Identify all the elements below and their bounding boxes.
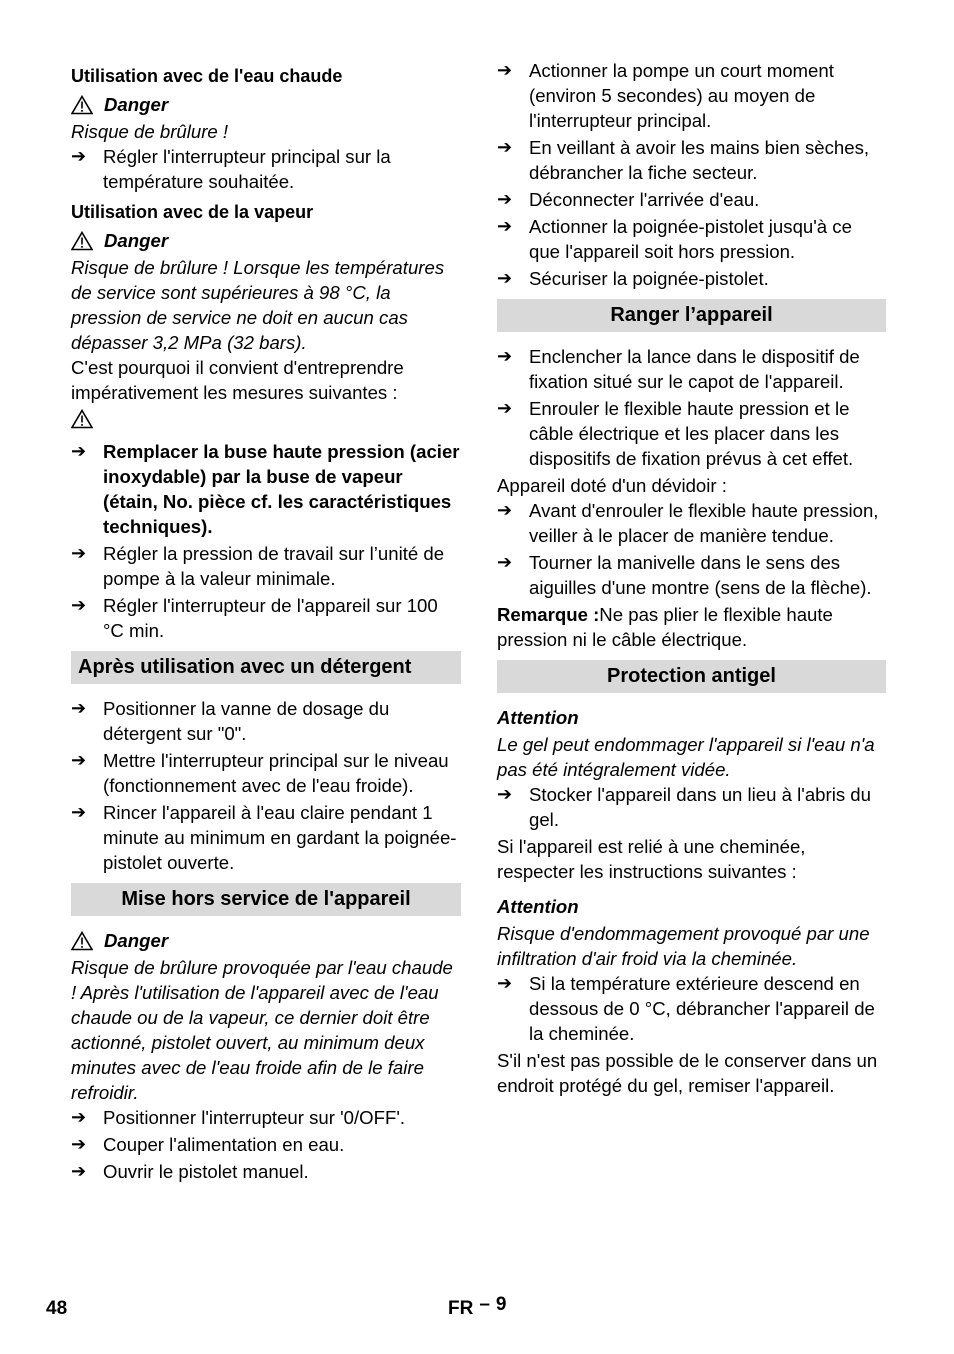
arrow-icon: ➔ bbox=[497, 137, 513, 157]
arrow-icon: ➔ bbox=[497, 268, 513, 288]
language-code: FR bbox=[448, 1298, 474, 1319]
risk-text: Risque de brûlure provoquée par l'eau chaude ! Après l'utilisation de l'appareil avec de l'eau chaude ou de la vapeur, ce dernier doit être actionné, pistolet ouvert, au minimum deux minutes avec de l'eau froide afin de le faire refroidir. bbox=[71, 957, 453, 1103]
warning-triangle-icon bbox=[71, 409, 93, 429]
note-paragraph bbox=[497, 602, 886, 652]
danger-text: Danger bbox=[104, 94, 169, 115]
list-item: ➔ Positionner la vanne de dosage du détergent sur "0". bbox=[71, 698, 390, 744]
list-item: ➔ Déconnecter l'arrivée d'eau. bbox=[497, 189, 760, 210]
list-item: ➔ Régler la pression de travail sur l’unité de pompe à la valeur minimale. bbox=[71, 543, 445, 589]
list-item: ➔ Couper l'alimentation en eau. bbox=[71, 1134, 345, 1155]
section-page-number: 9 bbox=[495, 1294, 507, 1315]
arrow-icon: ➔ bbox=[497, 60, 513, 80]
page-footer-section bbox=[448, 1296, 506, 1321]
arrow-icon: ➔ bbox=[497, 973, 513, 993]
paragraph: C'est pourquoi il convient d'entreprendre impérativement les mesures suivantes : bbox=[71, 357, 404, 403]
list-item: ➔ Sécuriser la poignée-pistolet. bbox=[497, 268, 769, 289]
attention-text: Le gel peut endommager l'appareil si l'eau n'a pas été intégralement vidée. bbox=[497, 734, 875, 780]
list-item: ➔ Stocker l'appareil dans un lieu à l'abris du gel. bbox=[497, 784, 871, 830]
paragraph: S'il n'est pas possible de le conserver dans un endroit protégé du gel, remiser l'appareil. bbox=[497, 1050, 878, 1096]
arrow-icon: ➔ bbox=[71, 1134, 87, 1154]
paragraph: Si l'appareil est relié à une cheminée, respecter les instructions suivantes : bbox=[497, 836, 806, 882]
note-label: Remarque : bbox=[497, 604, 600, 625]
danger-label bbox=[71, 228, 461, 253]
section-heading-steam: Utilisation avec de la vapeur bbox=[71, 202, 314, 222]
list-item: ➔ Régler l'interrupteur de l'appareil sur 100 °C min. bbox=[71, 595, 438, 641]
page-number: 48 bbox=[46, 1298, 68, 1319]
section-band-shutdown: Mise hors service de l'appareil bbox=[71, 883, 461, 916]
list-item: ➔ Remplacer la buse haute pression (acier inoxydable) par la buse de vapeur (étain, No. pièce cf. les caractéristiques techniques). bbox=[71, 441, 460, 537]
list-item: ➔ Positionner l'interrupteur sur '0/OFF'. bbox=[71, 1107, 406, 1128]
arrow-icon: ➔ bbox=[71, 441, 87, 461]
arrow-icon: ➔ bbox=[71, 543, 87, 563]
arrow-icon: ➔ bbox=[497, 784, 513, 804]
risk-text: Risque de brûlure ! Lorsque les températures de service sont supérieures à 98 °C, la pression de service ne doit en aucun cas dépasser 3,2 MPa (32 bars). bbox=[71, 257, 445, 353]
attention-label: Attention bbox=[497, 896, 579, 917]
attention-label: Attention bbox=[497, 707, 579, 728]
risk-text: Risque de brûlure ! bbox=[71, 121, 229, 142]
arrow-icon: ➔ bbox=[497, 189, 513, 209]
danger-label bbox=[71, 92, 461, 117]
section-band-detergent: Après utilisation avec un détergent bbox=[71, 651, 461, 684]
note-text: Ne pas plier le flexible haute pression ni le câble électrique. bbox=[497, 604, 833, 650]
arrow-icon: ➔ bbox=[71, 1161, 87, 1181]
section-page-group bbox=[479, 1292, 506, 1317]
arrow-icon: ➔ bbox=[497, 552, 513, 572]
warning-triangle-icon bbox=[71, 931, 93, 951]
arrow-icon: ➔ bbox=[497, 216, 513, 236]
danger-text: Danger bbox=[104, 930, 169, 951]
list-item: ➔ Si la température extérieure descend en dessous de 0 °C, débrancher l'appareil de la cheminée. bbox=[497, 973, 875, 1044]
left-column bbox=[71, 64, 461, 1186]
section-band-storage: Ranger l’appareil bbox=[497, 299, 886, 332]
footer-separator: – bbox=[479, 1294, 490, 1315]
right-column bbox=[497, 58, 886, 1098]
arrow-icon: ➔ bbox=[71, 1107, 87, 1127]
paragraph: Appareil doté d'un dévidoir : bbox=[497, 475, 727, 496]
arrow-icon: ➔ bbox=[71, 698, 87, 718]
warning-triangle-icon bbox=[71, 95, 93, 115]
list-item: ➔ Régler l'interrupteur principal sur la température souhaitée. bbox=[71, 146, 391, 192]
arrow-icon: ➔ bbox=[71, 750, 87, 770]
list-item: ➔ En veillant à avoir les mains bien sèches, débrancher la fiche secteur. bbox=[497, 137, 870, 183]
danger-text: Danger bbox=[104, 230, 169, 251]
arrow-icon: ➔ bbox=[497, 398, 513, 418]
arrow-icon: ➔ bbox=[71, 146, 87, 166]
list-item: ➔ Actionner la pompe un court moment (environ 5 secondes) au moyen de l'interrupteur principal. bbox=[497, 60, 834, 131]
list-item: ➔ Avant d'enrouler le flexible haute pression, veiller à le placer de manière tendue. bbox=[497, 500, 879, 546]
arrow-icon: ➔ bbox=[497, 500, 513, 520]
arrow-icon: ➔ bbox=[71, 802, 87, 822]
warning-symbol bbox=[71, 409, 461, 435]
section-heading-hot-water: Utilisation avec de l'eau chaude bbox=[71, 66, 343, 86]
section-band-antifreeze: Protection antigel bbox=[497, 660, 886, 693]
list-item: ➔ Enrouler le flexible haute pression et le câble électrique et les placer dans les dispositifs de fixation prévus à cet effet. bbox=[497, 398, 854, 469]
list-item: ➔ Tourner la manivelle dans le sens des aiguilles d'une montre (sens de la flèche). bbox=[497, 552, 872, 598]
list-item: ➔ Rincer l'appareil à l'eau claire pendant 1 minute au minimum en gardant la poignée-pistolet ouverte. bbox=[71, 802, 457, 873]
arrow-icon: ➔ bbox=[71, 595, 87, 615]
arrow-icon: ➔ bbox=[497, 346, 513, 366]
list-item: ➔ Ouvrir le pistolet manuel. bbox=[71, 1161, 309, 1182]
list-item: ➔ Mettre l'interrupteur principal sur le niveau (fonctionnement avec de l'eau froide). bbox=[71, 750, 449, 796]
warning-triangle-icon bbox=[71, 231, 93, 251]
attention-text: Risque d'endommagement provoqué par une infiltration d'air froid via la cheminée. bbox=[497, 923, 870, 969]
danger-label bbox=[71, 928, 461, 953]
list-item: ➔ Enclencher la lance dans le dispositif de fixation situé sur le capot de l'appareil. bbox=[497, 346, 860, 392]
list-item: ➔ Actionner la poignée-pistolet jusqu'à ce que l'appareil soit hors pression. bbox=[497, 216, 852, 262]
